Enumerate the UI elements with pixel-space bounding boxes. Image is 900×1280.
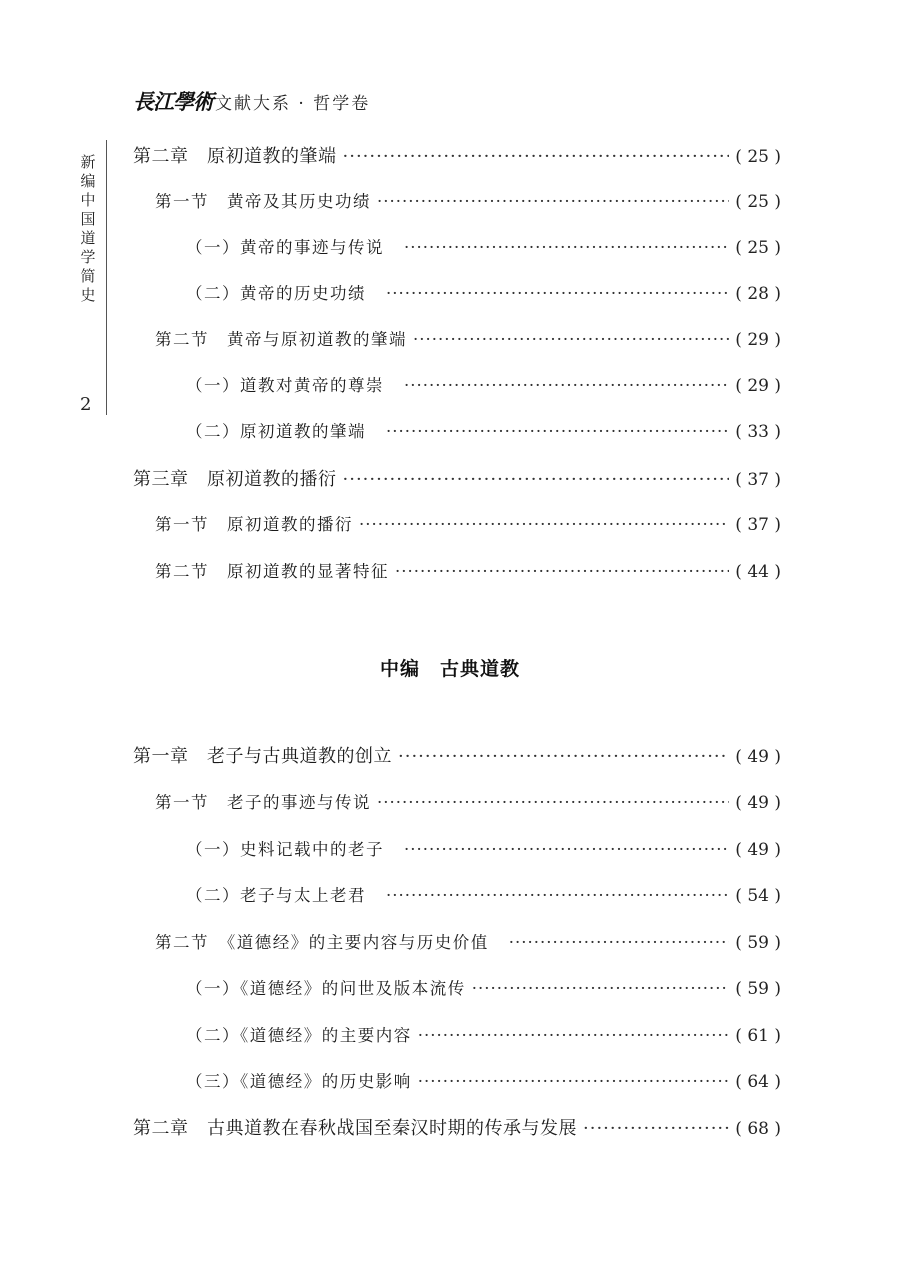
toc-entry-subsection[interactable] [133, 234, 781, 264]
toc-label: （一）史料记载中的老子 [186, 840, 384, 859]
toc-label: 第一章 老子与古典道教的创立 [133, 746, 392, 767]
toc-label: 第二节 《道德经》的主要内容与历史价值 [155, 933, 489, 952]
toc-label: （二）《道德经》的主要内容 [186, 1026, 412, 1045]
dot-leader [386, 284, 729, 303]
toc-entry-subsection[interactable] [133, 280, 781, 310]
dot-leader [386, 422, 729, 441]
toc-page: ( 25 ) [735, 238, 781, 258]
toc-label: 第二节 原初道教的显著特征 [155, 562, 389, 581]
dot-leader [472, 979, 730, 998]
toc-entry-subsection[interactable] [133, 836, 781, 866]
toc-label: （二）原初道教的肇端 [186, 422, 366, 441]
dot-leader [418, 1072, 730, 1091]
vertical-book-title: 新编中国道学简史 [80, 153, 96, 304]
toc-label: 第一节 老子的事迹与传说 [155, 793, 371, 812]
series-title: 文献大系 · 哲学卷 [215, 94, 371, 114]
toc-page: ( 29 ) [735, 330, 781, 350]
toc-entry-section[interactable] [133, 188, 781, 218]
toc-label: 第二节 黄帝与原初道教的肇端 [155, 330, 407, 349]
toc-entry-subsection[interactable] [133, 975, 781, 1005]
dot-leader [377, 192, 729, 211]
toc-page: ( 25 ) [735, 192, 781, 212]
toc-entry-section[interactable] [133, 929, 781, 959]
toc-page: ( 64 ) [735, 1072, 781, 1092]
dot-leader [583, 1118, 729, 1139]
running-header [133, 86, 370, 116]
toc-entry-subsection[interactable] [133, 882, 781, 912]
toc-page: ( 37 ) [735, 515, 781, 535]
toc-label: 第二章 古典道教在春秋战国至秦汉时期的传承与发展 [133, 1118, 577, 1139]
toc-entry-chapter[interactable] [133, 742, 781, 772]
dot-leader [413, 330, 729, 349]
toc-entry-section[interactable] [133, 326, 781, 356]
dot-leader [398, 746, 729, 767]
dot-leader [395, 562, 729, 581]
toc-entry-subsection[interactable] [133, 1068, 781, 1098]
toc-page: ( 49 ) [735, 840, 781, 860]
toc-page: ( 54 ) [735, 886, 781, 906]
toc-entry-subsection[interactable] [133, 372, 781, 402]
dot-leader [509, 933, 730, 952]
series-logo: 長江學術 [133, 89, 213, 114]
toc-entry-chapter[interactable] [133, 1114, 781, 1144]
toc-entry-chapter[interactable] [133, 142, 781, 172]
toc-label: 第二章 原初道教的肇端 [133, 146, 337, 167]
toc-page: ( 49 ) [735, 747, 781, 767]
toc-label: 第三章 原初道教的播衍 [133, 469, 337, 490]
toc-entry-subsection[interactable] [133, 1022, 781, 1052]
toc-entry-section[interactable] [133, 511, 781, 541]
margin-rule [106, 140, 107, 415]
toc-label: （三）《道德经》的历史影响 [186, 1072, 412, 1091]
toc-label: 第一节 原初道教的播衍 [155, 515, 353, 534]
toc-label: （二）黄帝的历史功绩 [186, 284, 366, 303]
toc-page: ( 29 ) [735, 376, 781, 396]
dot-leader [377, 793, 729, 812]
dot-leader [343, 469, 730, 490]
toc-page: ( 59 ) [735, 979, 781, 999]
toc-page: ( 44 ) [735, 562, 781, 582]
toc-page: ( 25 ) [735, 147, 781, 167]
toc-page: ( 68 ) [735, 1119, 781, 1139]
toc-page: ( 28 ) [735, 284, 781, 304]
toc-label: （二）老子与太上老君 [186, 886, 366, 905]
toc-label: （一）《道德经》的问世及版本流传 [186, 979, 466, 998]
dot-leader [404, 238, 729, 257]
dot-leader [418, 1026, 730, 1045]
toc-label: 第一节 黄帝及其历史功绩 [155, 192, 371, 211]
toc-entry-section[interactable] [133, 789, 781, 819]
toc-page: ( 59 ) [735, 933, 781, 953]
page-number: 2 [80, 394, 92, 415]
toc-page: ( 37 ) [735, 470, 781, 490]
toc-entry-section[interactable] [133, 558, 781, 588]
dot-leader [343, 146, 730, 167]
toc-label: （一）道教对黄帝的尊崇 [186, 376, 384, 395]
dot-leader [386, 886, 729, 905]
toc-page: ( 49 ) [735, 793, 781, 813]
dot-leader [359, 515, 729, 534]
dot-leader [404, 840, 729, 859]
toc-label: （一）黄帝的事迹与传说 [186, 238, 384, 257]
toc-entry-subsection[interactable] [133, 418, 781, 448]
part-heading: 中编 古典道教 [379, 658, 520, 680]
toc-page: ( 33 ) [735, 422, 781, 442]
toc-entry-chapter[interactable] [133, 465, 781, 495]
dot-leader [404, 376, 729, 395]
toc-page: ( 61 ) [735, 1026, 781, 1046]
